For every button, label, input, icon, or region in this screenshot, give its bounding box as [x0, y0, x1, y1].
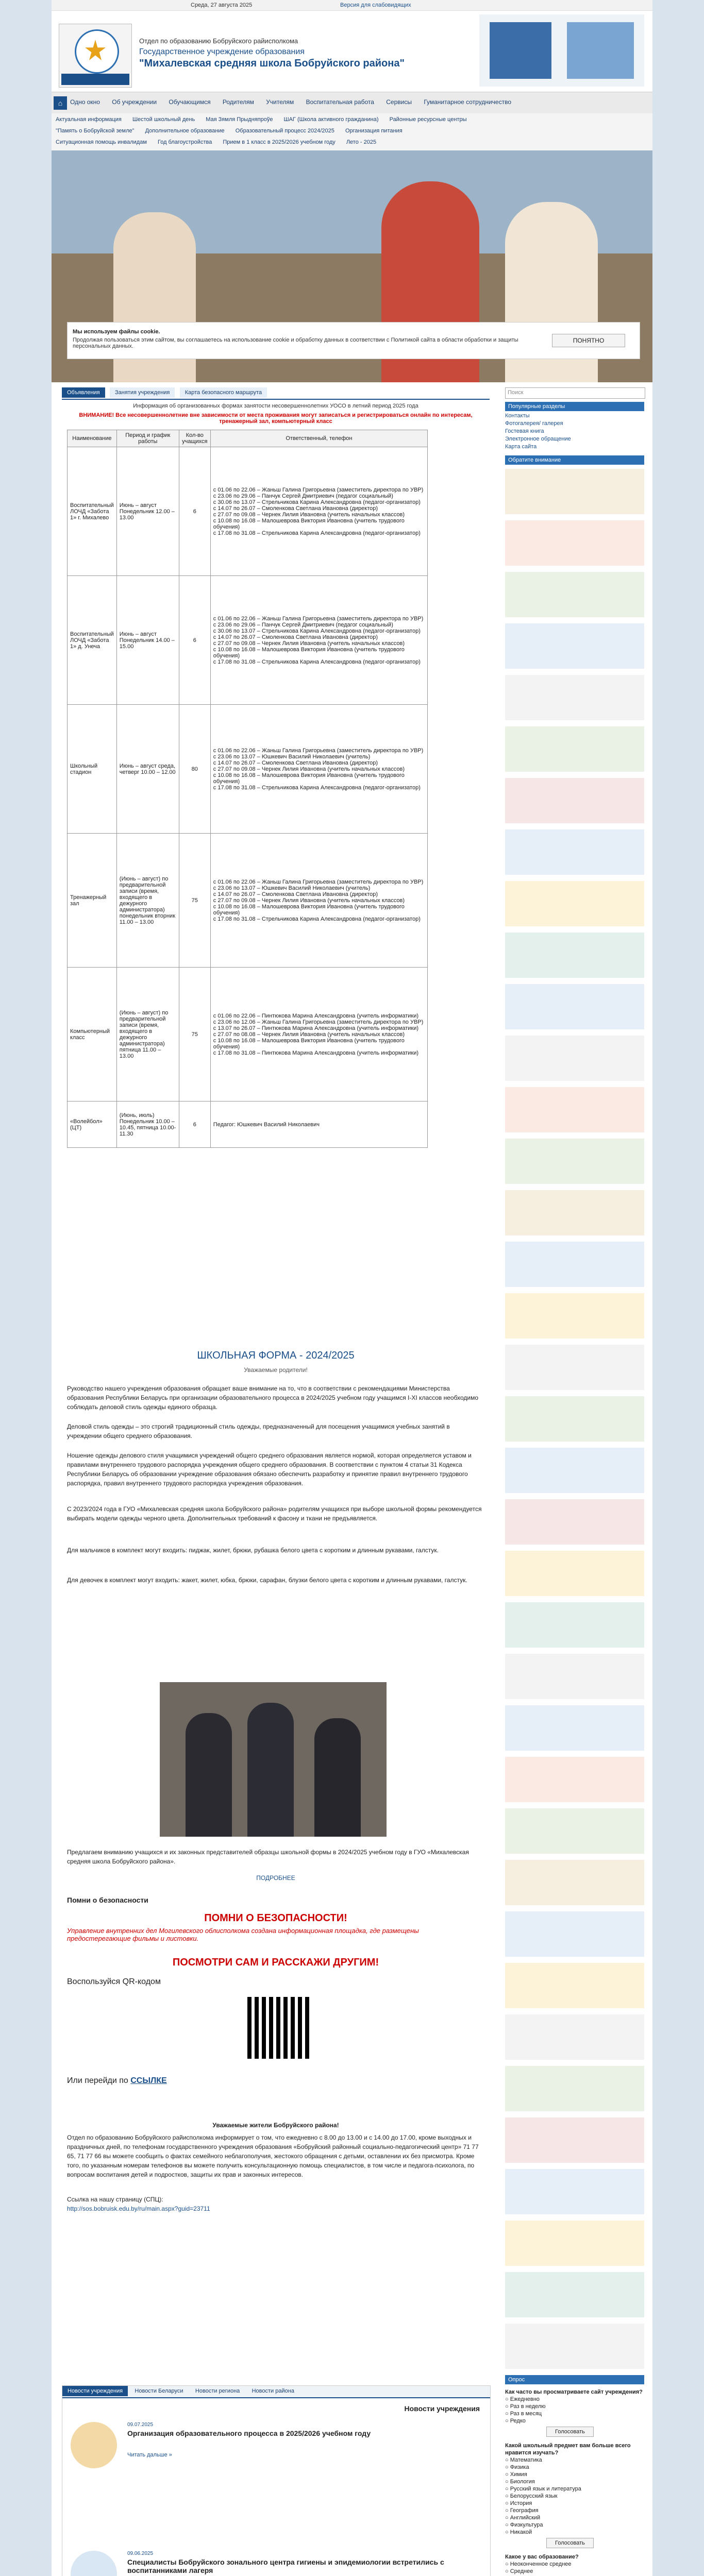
vote-button[interactable]: Голосовать: [546, 2538, 594, 2548]
news-tabs: [62, 2386, 490, 2398]
safety-link[interactable]: ССЫЛКЕ: [130, 2076, 167, 2085]
news-headline[interactable]: Организация образовательного процесса в 2025/2026 учебном году: [127, 2429, 371, 2437]
sidebar-banner[interactable]: [505, 1911, 644, 1957]
poll-option-label: Редко: [510, 2418, 526, 2424]
sidebar-banner[interactable]: [505, 984, 644, 1029]
tab-announcements[interactable]: Объявления: [62, 387, 105, 398]
sidebar-banner[interactable]: [505, 520, 644, 566]
poll-option[interactable]: ○ Математика: [505, 2457, 542, 2463]
logo-caption-bar: [61, 74, 129, 85]
table-cell: 6: [179, 576, 210, 705]
poll-option-label: Химия: [510, 2471, 527, 2478]
safety-heading: Помни о безопасности: [67, 1896, 148, 1904]
poll-option[interactable]: ○ Химия: [505, 2471, 527, 2478]
poll-option[interactable]: ○ Редко: [505, 2418, 526, 2424]
table-cell: Педагог: Юшкевич Василий Николаевич: [210, 1101, 427, 1148]
nav2-item[interactable]: Лето - 2025: [346, 139, 377, 145]
header-image-left: [490, 22, 551, 79]
nav-item[interactable]: Воспитательная работа: [306, 98, 374, 106]
sidebar-banner[interactable]: [505, 1036, 644, 1081]
poll-question: Как часто вы просматриваете сайт учреждения?: [505, 2389, 643, 2395]
poll-option-label: Раз в месяц: [510, 2411, 542, 2417]
search-placeholder: Поиск: [508, 389, 524, 396]
poll-option[interactable]: ○ Никакой: [505, 2529, 532, 2535]
popular-link[interactable]: Гостевая книга: [505, 428, 544, 434]
uniform-paragraph: Руководство нашего учреждения образования обращает ваше внимание на то, что в соответствии с рекомендациями Министерства образования Республики Беларусь при организации образовательного процесса в 2024/2025 учебном году учащимся I-XI классов необходимо соблюдать деловой стиль одежды единого образца.: [67, 1385, 478, 1411]
table-cell: 6: [179, 447, 210, 576]
table-header: Период и график работы: [116, 430, 179, 447]
sidebar-banner[interactable]: [505, 778, 644, 823]
tab-region-news[interactable]: Новости региона: [195, 2388, 240, 2394]
table-cell: Тренажерный зал: [68, 834, 117, 968]
table-cell: Воспитательный ЛОЧД «Забота 1» д. Унеча: [68, 576, 117, 705]
sidebar-banner[interactable]: [505, 2169, 644, 2214]
popular-link[interactable]: Карта сайта: [505, 444, 537, 450]
nav2-item[interactable]: Организация питания: [345, 128, 403, 134]
nav-item[interactable]: Гуманитарное сотрудничество: [424, 98, 511, 106]
news-date: 09.07.2025: [127, 2422, 154, 2428]
sidebar-banner[interactable]: [505, 1963, 644, 2008]
safety-title: ПОМНИ О БЕЗОПАСНОСТИ!: [204, 1912, 347, 1924]
popular-link[interactable]: Контакты: [505, 413, 530, 419]
announcement-tabs: [62, 387, 490, 400]
poll-option[interactable]: ○ Физика: [505, 2464, 529, 2470]
nav-item[interactable]: Учителям: [266, 98, 294, 106]
poll-option-label: Белорусский язык: [510, 2493, 558, 2499]
cookie-title: Мы используем файлы cookie.: [73, 329, 160, 335]
news-item: [71, 2422, 483, 2499]
table-header: Ответственный, телефон: [210, 430, 427, 447]
poll-question: Какое у вас образование?: [505, 2554, 579, 2560]
uniform-paragraph: Деловой стиль одежды – это строгий традиционный стиль одежды, предназначенный для посещения учащимися учебных занятий в учреждении общего среднего образования.: [67, 1423, 450, 1439]
secondary-nav: [52, 113, 652, 151]
table-cell: Компьютерный класс: [68, 968, 117, 1101]
poll-option[interactable]: ○ Раз в неделю: [505, 2403, 546, 2410]
poll-option[interactable]: ○ Среднее: [505, 2568, 533, 2574]
popular-link[interactable]: Фотогалерея/ галерея: [505, 420, 563, 427]
poll-option[interactable]: ○ Неоконченное среднее: [505, 2561, 572, 2567]
sidebar-banner[interactable]: [505, 2117, 644, 2163]
sidebar-banner[interactable]: [505, 1705, 644, 1751]
poll-question: Какой школьный предмет вам больше всего нравится изучать?: [505, 2443, 631, 2456]
table-cell: с 01.06 по 22.06 – Пинтюкова Марина Александровна (учитель информатики) с 23.06 по 12.06 – Жаньш Галина Григорьевна (заместитель директора по УВР) с 13.07 по 26.07 – Пинтюкова Марина Александровна (учитель информатики) с 27.07 по 08.08 – Чернек Лилия Ивановна (учитель начальных классов) с 10.08 по 16.08 – Малошеврова Виктория Ивановна (учитель трудового обучения) с 17.08 по 31.08 – Пинтюкова Марина Александровна (учитель информатики): [210, 968, 427, 1101]
table-cell: «Волейбол» (ЦТ): [68, 1101, 117, 1148]
cookie-banner: [67, 322, 640, 359]
read-more-link[interactable]: ПОДРОБНЕЕ: [256, 1874, 295, 1882]
department-label: Отдел по образованию Бобруйского райисполкома: [139, 37, 298, 45]
low-vision-link[interactable]: Версия для слабовидящих: [340, 2, 411, 8]
uniform-paragraph: Для мальчиков в комплект могут входить: пиджак, жилет, брюки, рубашка белого цвета с коротким и длинным рукавами, галстук.: [67, 1547, 439, 1554]
sidebar-banner[interactable]: [505, 1139, 644, 1184]
hotline-text: Отдел по образованию Бобруйского райисполкома информирует о том, что ежедневно с 8.00 до 13.00 и с 14.00 до 17.00, кроме выходных и праздничных дней, по телефонам государственного учреждения образования «Бобруйский районный социально-педагогический центр» 71 77 65, 71 77 66 вы можете сообщить о фактах семейного неблагополучия, жестокого обращения с детьми, оставлении их без присмотра. Кроме того, по указанным номерам телефонов вы можете получить консультационную помощь специалистов, в том числе и педагога-психолога, по вопросам воспитания детей и подростков, защиты их прав и законных интересов.: [67, 2134, 479, 2178]
sidebar-banner[interactable]: [505, 2014, 644, 2060]
poll-option-label: Неоконченное среднее: [510, 2561, 572, 2567]
table-cell: Июнь – август среда, четверг 10.00 – 12.00: [116, 705, 179, 834]
search-input[interactable]: [505, 387, 645, 399]
main-nav: [52, 92, 652, 114]
home-icon[interactable]: ⌂: [54, 96, 67, 110]
tab-school-news[interactable]: Новости учреждения: [62, 2386, 128, 2396]
nav2-item[interactable]: Прием в 1 класс в 2025/2026 учебном году: [223, 139, 336, 145]
read-more-link[interactable]: Читать дальше »: [127, 2452, 172, 2458]
sidebar-banner[interactable]: [505, 1602, 644, 1648]
uniform-paragraph: Ношение одежды делового стиля учащимися учреждений общего среднего образования является нормой, которая определяется уставом и правилами внутреннего трудового распорядка учреждения общего среднего образования. В соответствии с пунктом 4 статьи 31 Кодекса Республики Беларусь об образовании учреждение образования обязано обеспечить разработку и принятие правил внутреннего трудового распорядка, правил внутреннего трудового распорядка учреждения образования.: [67, 1452, 472, 1487]
sidebar-banner[interactable]: [505, 881, 644, 926]
sidebar-banner[interactable]: [505, 2272, 644, 2317]
poll-option-label: География: [510, 2507, 539, 2514]
poll-option-label: Физика: [510, 2464, 529, 2470]
news-box: [62, 2385, 491, 2576]
nav2-item[interactable]: Актуальная информация: [56, 116, 122, 123]
nav-item[interactable]: Обучающимся: [169, 98, 211, 106]
sidebar-banner[interactable]: [505, 2221, 644, 2266]
institution-type: Государственное учреждение образования: [139, 47, 305, 56]
photo-figure: [314, 1718, 361, 1837]
hotline-title: Уважаемые жители Бобруйского района!: [212, 2122, 339, 2129]
photo-figure: [186, 1713, 232, 1837]
poll-option[interactable]: ○ Физкультура: [505, 2522, 543, 2528]
sidebar-banner[interactable]: [505, 1860, 644, 1905]
sidebar-banner[interactable]: [505, 726, 644, 772]
table-header: Кол-во учащихся: [179, 430, 210, 447]
nav2-item[interactable]: Мая Зямля Прыдняпроўе: [206, 116, 273, 123]
uniform-paragraph: С 2023/2024 года в ГУО «Михалевская средняя школа Бобруйского района» родителям учащихся при выборе школьной формы рекомендуется выбирать модели одежды черного цвета. Дополнительных требований к фасону и ткани не предъявляется.: [67, 1505, 482, 1522]
poll-section: [505, 2385, 644, 2576]
nav2-item[interactable]: Районные ресурсные центры: [389, 116, 467, 123]
popular-links: [505, 412, 644, 451]
uniform-subtitle: Уважаемые родители!: [244, 1366, 308, 1374]
news-thumbnail[interactable]: [71, 2422, 117, 2468]
popular-link[interactable]: Электронное обращение: [505, 436, 571, 442]
poll-option-label: Биология: [510, 2479, 535, 2485]
poll-option[interactable]: ○ Биология: [505, 2479, 535, 2485]
sidebar-banner[interactable]: [505, 1448, 644, 1493]
poll-option-label: Ежедневно: [510, 2396, 540, 2402]
poll-option[interactable]: ○ Раз в месяц: [505, 2411, 542, 2417]
nav2-item[interactable]: Дополнительное образование: [145, 128, 225, 134]
sidebar-banner[interactable]: [505, 675, 644, 720]
table-cell: с 01.06 по 22.06 – Жаньш Галина Григорьевна (заместитель директора по УВР) с 23.06 по 13.07 – Юшкевич Василий Николаевич (учитель) с 14.07 по 26.07 – Смоленкова Светлана Ивановна (директор) с 27.07 по 09.08 – Чернек Лилия Ивановна (учитель начальных классов) с 10.08 по 16.08 – Малошеврова Виктория Ивановна (учитель трудового обучения) с 17.08 по 31.08 – Стрельчикова Карина Александровна (педагог-организатор): [210, 705, 427, 834]
uniform-paragraph: Для девочек в комплект могут входить: жакет, жилет, юбка, брюки, сарафан, блузки белого цвета с коротким и длинным рукавами, галстук.: [67, 1577, 467, 1584]
sidebar-banner[interactable]: [505, 2324, 644, 2369]
photo-figure: [247, 1703, 294, 1837]
sidebar-banner[interactable]: [505, 469, 644, 514]
poll-option-label: Математика: [510, 2457, 542, 2463]
uniform-paragraph: Предлагаем вниманию учащихся и их законных представителей образцы школьной формы в 2024/2025 учебном году в ГУО «Михалевская средняя школа Бобруйского района».: [67, 1849, 469, 1865]
news-headline[interactable]: Специалисты Бобруйского зонального центра гигиены и эпидемиологии встретились с воспитанниками лагеря: [127, 2558, 444, 2574]
vote-button[interactable]: Голосовать: [546, 2427, 594, 2437]
cookie-text: Продолжая пользоваться этим сайтом, вы соглашаетесь на использование cookie и обработку данных в соответствии с Политикой сайта в области обработки и защиты персональных данных.: [73, 337, 518, 349]
sidebar-banner[interactable]: [505, 1757, 644, 1802]
sidebar-banner[interactable]: [505, 1087, 644, 1132]
nav-item[interactable]: Об учреждении: [112, 98, 157, 106]
header-image-right: [567, 22, 634, 79]
poll-option-label: Английский: [510, 2515, 541, 2521]
sidebar-banner[interactable]: [505, 1654, 644, 1699]
qr-label: Воспользуйся QR-кодом: [67, 1977, 161, 1986]
table-cell: Июнь – август Понедельник 14.00 – 15.00: [116, 576, 179, 705]
poll-option-label: Среднее: [510, 2568, 533, 2574]
page: [52, 0, 652, 2576]
poll-option-label: Русский язык и литература: [510, 2486, 581, 2492]
tab-district-news[interactable]: Новости района: [252, 2388, 294, 2394]
sidebar-banner[interactable]: [505, 623, 644, 669]
poll-option[interactable]: ○ Ежедневно: [505, 2396, 540, 2402]
link-prefix: Или перейди по: [67, 2076, 128, 2085]
table-cell: Воспитательный ЛОЧД «Забота 1» г. Михалево: [68, 447, 117, 576]
popular-sections-header: Популярные разделы: [505, 402, 644, 411]
school-name: "Михалевская средняя школа Бобруйского района": [139, 58, 405, 69]
table-cell: с 01.06 по 22.06 – Жаньш Галина Григорьевна (заместитель директора по УВР) с 23.06 по 13.07 – Юшкевич Василий Николаевич (учитель) с 14.07 по 26.07 – Смоленкова Светлана Ивановна (директор) с 27.07 по 09.08 – Чернек Лилия Ивановна (учитель начальных классов) с 10.08 по 16.08 – Малошеврова Виктория Ивановна (учитель трудового обучения) с 17.08 по 31.08 – Стрельчикова Карина Александровна (педагог-организатор): [210, 834, 427, 968]
sidebar-banner[interactable]: [505, 1396, 644, 1442]
school-logo[interactable]: [59, 24, 132, 88]
table-cell: 80: [179, 705, 210, 834]
nav2-item[interactable]: Шестой школьный день: [132, 116, 195, 123]
table-cell: 75: [179, 968, 210, 1101]
table-cell: (Июнь – август) по предварительной записи (время, входящего в дежурного администратора) понедельник вторник 11.00 – 13.00: [116, 834, 179, 968]
poll-option[interactable]: ○ География: [505, 2507, 539, 2514]
table-cell: (Июнь – август) по предварительной записи (время, входящего в дежурного администратора) пятница 11.00 – 13.00: [116, 968, 179, 1101]
sidebar-banner[interactable]: [505, 1551, 644, 1596]
poll-option-label: Раз в неделю: [510, 2403, 546, 2410]
safety-text: Управление внутренних дел Могилевского облисполкома создана информационная площадка, где размещены предостерегающие фильмы и листовки.: [67, 1927, 419, 1942]
table-cell: с 01.06 по 22.06 – Жаньш Галина Григорьевна (заместитель директора по УВР) с 23.06 по 29.06 – Панчук Сергей Дмитриевич (педагог социальный) с 30.06 по 13.07 – Стрельчикова Карина Александровна (педагог-организатор) с 14.07 по 26.07 – Смоленкова Светлана Ивановна (директор) с 27.07 по 09.08 – Чернек Лилия Ивановна (учитель начальных классов) с 10.08 по 16.08 – Малошеврова Виктория Ивановна (учитель трудового обучения) с 17.08 по 31.08 – Стрельчикова Карина Александровна (педагог-организатор): [210, 576, 427, 705]
table-cell: 6: [179, 1101, 210, 1148]
hotline-link-label: Ссылка на нашу страницу (СПЦ):: [67, 2196, 163, 2203]
sidebar-banner[interactable]: [505, 572, 644, 617]
poll-option[interactable]: ○ Русский язык и литература: [505, 2486, 581, 2492]
sidebar-banner[interactable]: [505, 2066, 644, 2111]
notice-line: Информация об организованных формах занятости несовершеннолетних УОСО в летний период 2025 года: [133, 403, 418, 409]
news-date: 09.06.2025: [127, 2551, 154, 2556]
news-item: [71, 2551, 483, 2576]
safety-link-line: [67, 2076, 167, 2086]
sidebar-banner[interactable]: [505, 1293, 644, 1338]
nav-item[interactable]: Одно окно: [70, 98, 100, 106]
poll-header: Опрос: [505, 2375, 644, 2384]
summer-activities-table: [67, 430, 428, 1148]
qr-code[interactable]: [247, 1997, 309, 2059]
news-thumbnail[interactable]: [71, 2551, 117, 2576]
nav2-item[interactable]: Год благоустройства: [157, 139, 212, 145]
table-cell: 75: [179, 834, 210, 968]
table-cell: Июнь – август Понедельник 12.00 – 13.00: [116, 447, 179, 576]
poll-option[interactable]: ○ Английский: [505, 2515, 541, 2521]
nav2-item[interactable]: Образовательный процесс 2024/2025: [235, 128, 334, 134]
cookie-accept-button[interactable]: ПОНЯТНО: [552, 334, 625, 347]
sidebar-banner[interactable]: [505, 1242, 644, 1287]
sidebar-banner[interactable]: [505, 1499, 644, 1545]
top-bar: [52, 0, 652, 11]
header-decoration: [479, 14, 644, 87]
tab-safe-route[interactable]: Карта безопасного маршрута: [180, 387, 267, 398]
uniform-title: ШКОЛЬНАЯ ФОРМА - 2024/2025: [197, 1350, 355, 1361]
sidebar-banner[interactable]: [505, 1345, 644, 1390]
safety-cta: ПОСМОТРИ САМ И РАССКАЖИ ДРУГИМ!: [172, 1957, 379, 1968]
news-title: Новости учреждения: [404, 2404, 480, 2413]
uniform-photo: [160, 1682, 387, 1837]
sidebar-banner[interactable]: [505, 933, 644, 978]
nav2-item[interactable]: "Память о Бобруйской земле": [56, 128, 135, 134]
table-cell: (Июнь, июль) Понедельник 10.00 – 10.45, пятница 10.00-11.30: [116, 1101, 179, 1148]
nav-item[interactable]: Сервисы: [386, 98, 412, 106]
sidebar-banner[interactable]: [505, 1808, 644, 1854]
poll-option[interactable]: ○ Белорусский язык: [505, 2493, 558, 2499]
date-label: Среда, 27 августа 2025: [191, 2, 253, 8]
table-header: Наименование: [68, 430, 117, 447]
poll-option-label: Никакой: [510, 2529, 532, 2535]
poll-option-label: Физкультура: [510, 2522, 543, 2528]
nav2-item[interactable]: ШАГ (Школа активного гражданина): [283, 116, 379, 123]
nav-item[interactable]: Родителям: [222, 98, 254, 106]
table-cell: с 01.06 по 22.06 – Жаньш Галина Григорьевна (заместитель директора по УВР) с 23.06 по 29.06 – Панчук Сергей Дмитриевич (педагог социальный) с 30.06 по 13.07 – Стрельчикова Карина Александровна (педагог-организатор) с 14.07 по 26.07 – Смоленкова Светлана Ивановна (директор) с 27.07 по 09.08 – Чернек Лилия Ивановна (учитель начальных классов) с 10.08 по 16.08 – Малошеврова Виктория Ивановна (учитель трудового обучения) с 17.08 по 31.08 – Стрельчикова Карина Александровна (педагог-организатор): [210, 447, 427, 576]
table-cell: Школьный стадион: [68, 705, 117, 834]
attention-header: Обратите внимание: [505, 455, 644, 465]
hotline-link[interactable]: http://sos.bobruisk.edu.by/ru/main.aspx?guid=23711: [67, 2205, 210, 2212]
sidebar-banner[interactable]: [505, 829, 644, 875]
tab-activities[interactable]: Занятия учреждения: [110, 387, 175, 398]
notice-alert: ВНИМАНИЕ! Все несовершеннолетние вне зависимости от места проживания могут записаться и регистрироваться онлайн по интересам, тренажерный зал, компьютерный класс: [79, 412, 473, 425]
sidebar-banner[interactable]: [505, 1190, 644, 1235]
nav2-item[interactable]: Ситуационная помощь инвалидам: [56, 139, 147, 145]
poll-option[interactable]: ○ История: [505, 2500, 532, 2506]
tab-belarus-news[interactable]: Новости Беларуси: [135, 2388, 183, 2394]
poll-option-label: История: [510, 2500, 532, 2506]
